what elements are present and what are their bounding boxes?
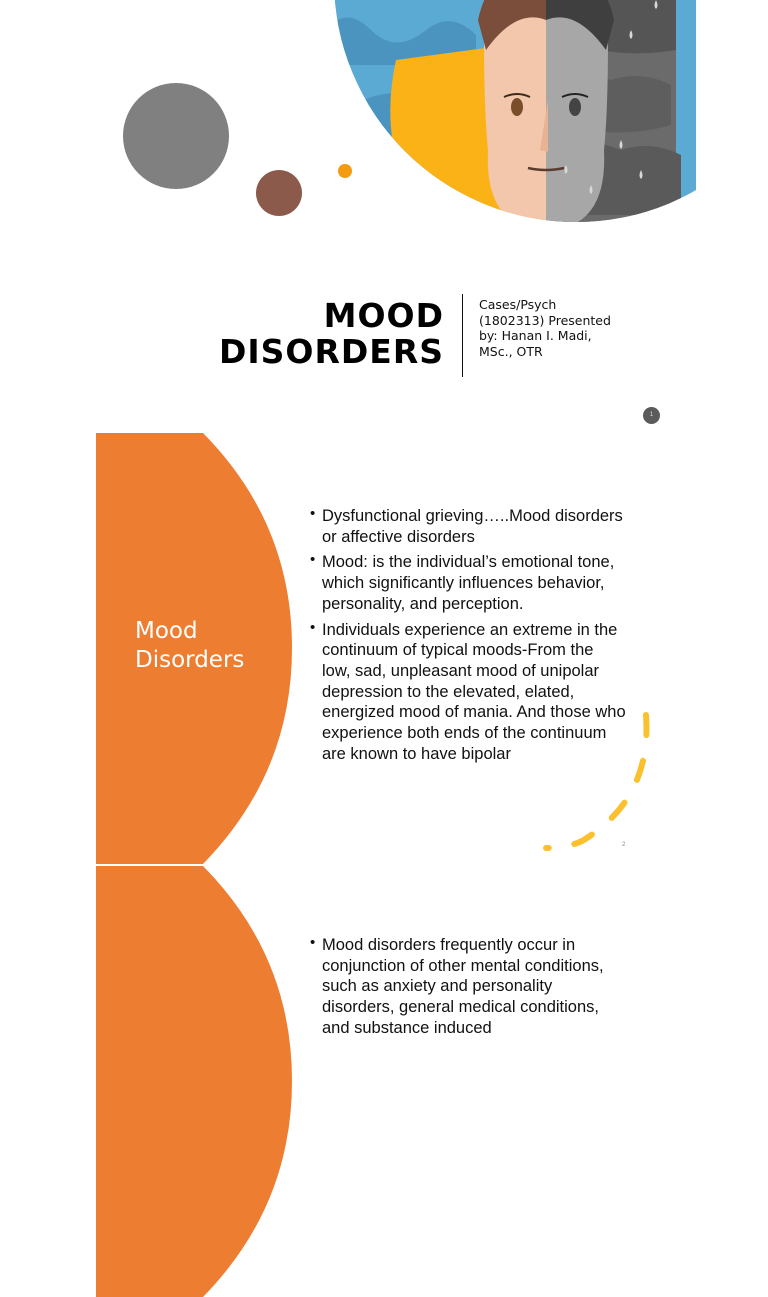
orange-dot — [338, 164, 352, 178]
dashed-arc-decoration — [542, 709, 652, 854]
divider — [462, 294, 463, 377]
orange-half-circle — [96, 866, 296, 1297]
slide-number: 2 — [622, 842, 626, 848]
bullet-item: • Mood disorders frequently occur in conjunction of other mental conditions, such as anxiety and personality disorders, general medical conditions, and substance induced — [310, 935, 626, 1039]
brown-circle — [256, 170, 302, 216]
content-slide-comorbidity — [96, 866, 672, 1037]
bullet-item: • Mood: is the individual’s emotional tone, which significantly influences behavior, personality, and perception. — [310, 552, 626, 614]
bullet-item: • Dysfunctional grieving…..Mood disorders or affective disorders — [310, 506, 626, 547]
section-title: Mood Disorders — [135, 618, 245, 673]
gray-circle — [123, 83, 229, 189]
slide-title: MOOD DISORDERS — [218, 296, 444, 371]
depression-illustration — [296, 0, 696, 300]
title-slide — [96, 0, 672, 432]
slide-artwork — [96, 0, 672, 290]
content-slide-mood-disorders — [96, 433, 672, 864]
bullet-item: • Individuals experience an extreme in the continuum of typical moods-From the low, sad, unpleasant mood of unipolar depression to the elevated, elated, energized mood of mania. And those who experience both ends of the continuum are known to have bipolar — [310, 620, 626, 765]
slide-number-badge: 1 — [643, 407, 660, 424]
bullet-list — [310, 935, 626, 1044]
slide-subtitle: Cases/Psych (1802313) Presented by: Hanan I. Madi, MSc., OTR — [479, 297, 611, 359]
